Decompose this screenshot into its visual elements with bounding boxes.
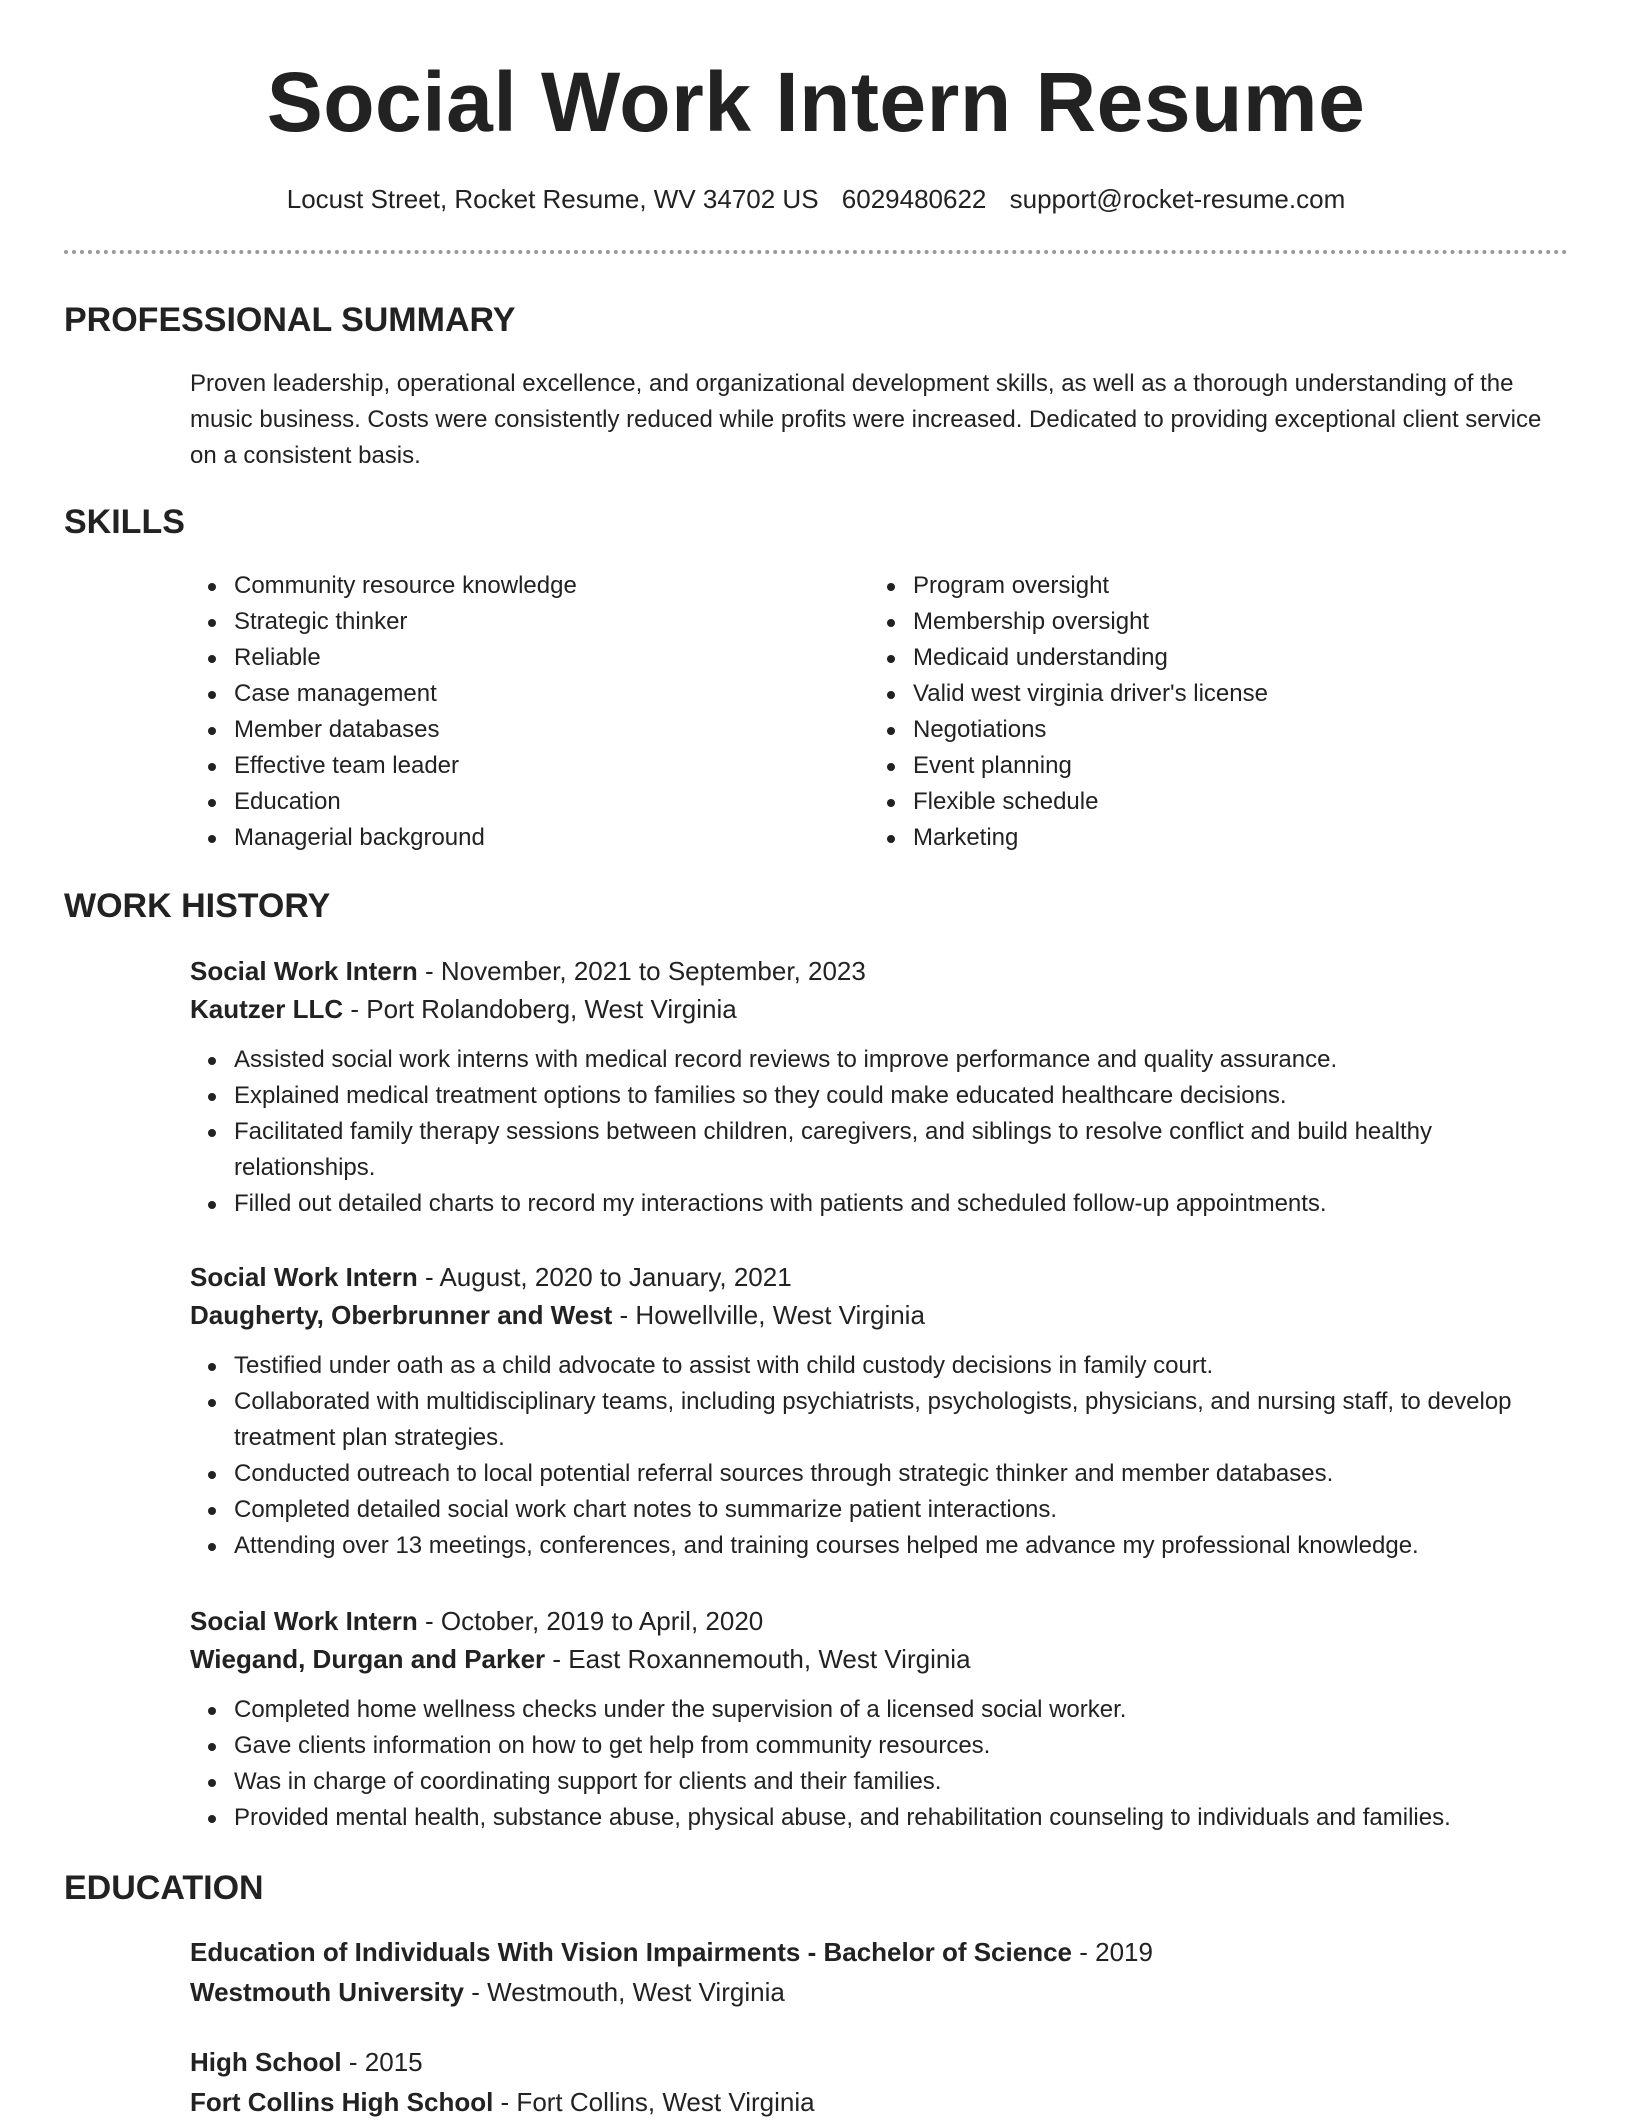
education-degree-line xyxy=(190,2042,1568,2082)
skill-item: Negotiations xyxy=(869,712,1549,748)
job-title-line xyxy=(190,952,1568,990)
job-entry xyxy=(190,1258,1568,1564)
job-bullets xyxy=(190,1348,1568,1564)
job-title: Social Work Intern xyxy=(190,956,418,986)
job-company: Wiegand, Durgan and Parker xyxy=(190,1644,546,1674)
job-bullets xyxy=(190,1692,1568,1836)
education-school: Westmouth University xyxy=(190,1977,465,2007)
education-year: - 2019 xyxy=(1072,1937,1153,1967)
contact-email: support@rocket-resume.com xyxy=(1009,184,1346,214)
skill-item: Managerial background xyxy=(190,820,870,856)
job-company-line xyxy=(190,1296,1568,1334)
summary-text: Proven leadership, operational excellence, and organizational development skills, as well as a thorough understanding of the music business. Costs were consistently reduced while profits were increased. Dedicated to providing exceptional client service on a consistent basis. xyxy=(190,370,1542,469)
education-school: Fort Collins High School xyxy=(190,2087,494,2117)
education-degree: Education of Individuals With Vision Impairments - Bachelor of Science xyxy=(190,1937,1072,1967)
work-heading: WORK HISTORY xyxy=(64,887,331,925)
skill-item: Community resource knowledge xyxy=(190,568,870,604)
education-entry xyxy=(190,1932,1568,2012)
skill-item: Education xyxy=(190,784,870,820)
job-company-line xyxy=(190,990,1568,1028)
job-title-line xyxy=(190,1602,1568,1640)
job-company: Daugherty, Oberbrunner and West xyxy=(190,1300,613,1330)
skill-item: Effective team leader xyxy=(190,748,870,784)
skill-item: Strategic thinker xyxy=(190,604,870,640)
summary-heading: PROFESSIONAL SUMMARY xyxy=(64,301,516,339)
education-location: - Fort Collins, West Virginia xyxy=(493,2087,815,2117)
job-bullet: Collaborated with multidisciplinary teams, including psychiatrists, psychologists, physicians, and nursing staff, to develop treatment plan strategies. xyxy=(190,1384,1568,1456)
skill-item: Program oversight xyxy=(869,568,1549,604)
job-entry xyxy=(190,1602,1568,1836)
job-title: Social Work Intern xyxy=(190,1606,418,1636)
education-degree-line xyxy=(190,1932,1568,1972)
job-bullet: Attending over 13 meetings, conferences, and training courses helped me advance my professional knowledge. xyxy=(190,1528,1568,1564)
job-dates: - August, 2020 to January, 2021 xyxy=(417,1262,792,1292)
job-bullet: Facilitated family therapy sessions between children, caregivers, and siblings to resolve conflict and build healthy relationships. xyxy=(190,1114,1568,1186)
job-dates: - November, 2021 to September, 2023 xyxy=(417,956,866,986)
job-company-line xyxy=(190,1640,1568,1678)
job-location: - Port Rolandoberg, West Virginia xyxy=(343,994,737,1024)
education-school-line xyxy=(190,1972,1568,2012)
job-bullet: Gave clients information on how to get help from community resources. xyxy=(190,1728,1568,1764)
job-bullet: Provided mental health, substance abuse, physical abuse, and rehabilitation counseling to individuals and families. xyxy=(190,1800,1568,1836)
contact-line xyxy=(0,182,1632,216)
skill-item: Medicaid understanding xyxy=(869,640,1549,676)
education-entry xyxy=(190,2042,1568,2122)
job-bullet: Explained medical treatment options to families so they could make educated healthcare decisions. xyxy=(190,1078,1568,1114)
job-company: Kautzer LLC xyxy=(190,994,344,1024)
job-bullet: Assisted social work interns with medical record reviews to improve performance and quality assurance. xyxy=(190,1042,1568,1078)
job-bullet: Was in charge of coordinating support for clients and their families. xyxy=(190,1764,1568,1800)
job-bullet: Conducted outreach to local potential referral sources through strategic thinker and member databases. xyxy=(190,1456,1568,1492)
header-divider xyxy=(64,250,1568,254)
skills-heading: SKILLS xyxy=(64,503,185,541)
contact-address: Locust Street, Rocket Resume, WV 34702 US xyxy=(286,184,819,214)
education-location: - Westmouth, West Virginia xyxy=(464,1977,785,2007)
skill-item: Flexible schedule xyxy=(869,784,1549,820)
job-title-line xyxy=(190,1258,1568,1296)
skill-item: Member databases xyxy=(190,712,870,748)
skill-item: Reliable xyxy=(190,640,870,676)
job-bullet: Testified under oath as a child advocate to assist with child custody decisions in family court. xyxy=(190,1348,1568,1384)
skill-item: Event planning xyxy=(869,748,1549,784)
job-bullet: Completed detailed social work chart notes to summarize patient interactions. xyxy=(190,1492,1568,1528)
job-title: Social Work Intern xyxy=(190,1262,418,1292)
job-bullet: Completed home wellness checks under the supervision of a licensed social worker. xyxy=(190,1692,1568,1728)
job-location: - Howellville, West Virginia xyxy=(612,1300,925,1330)
skill-item: Membership oversight xyxy=(869,604,1549,640)
job-location: - East Roxannemouth, West Virginia xyxy=(545,1644,971,1674)
job-entry xyxy=(190,952,1568,1222)
skill-item: Valid west virginia driver's license xyxy=(869,676,1549,712)
skills-list-left xyxy=(190,568,870,856)
education-degree: High School xyxy=(190,2047,342,2077)
job-dates: - October, 2019 to April, 2020 xyxy=(417,1606,764,1636)
skill-item: Case management xyxy=(190,676,870,712)
job-bullets xyxy=(190,1042,1568,1222)
resume-title: Social Work Intern Resume xyxy=(266,55,1366,149)
education-year: - 2015 xyxy=(341,2047,423,2077)
education-school-line xyxy=(190,2082,1568,2122)
education-heading: EDUCATION xyxy=(64,1869,264,1907)
skill-item: Marketing xyxy=(869,820,1549,856)
skills-list-right xyxy=(869,568,1549,856)
contact-phone: 6029480622 xyxy=(841,184,987,214)
job-bullet: Filled out detailed charts to record my interactions with patients and scheduled follow-up appointments. xyxy=(190,1186,1568,1222)
